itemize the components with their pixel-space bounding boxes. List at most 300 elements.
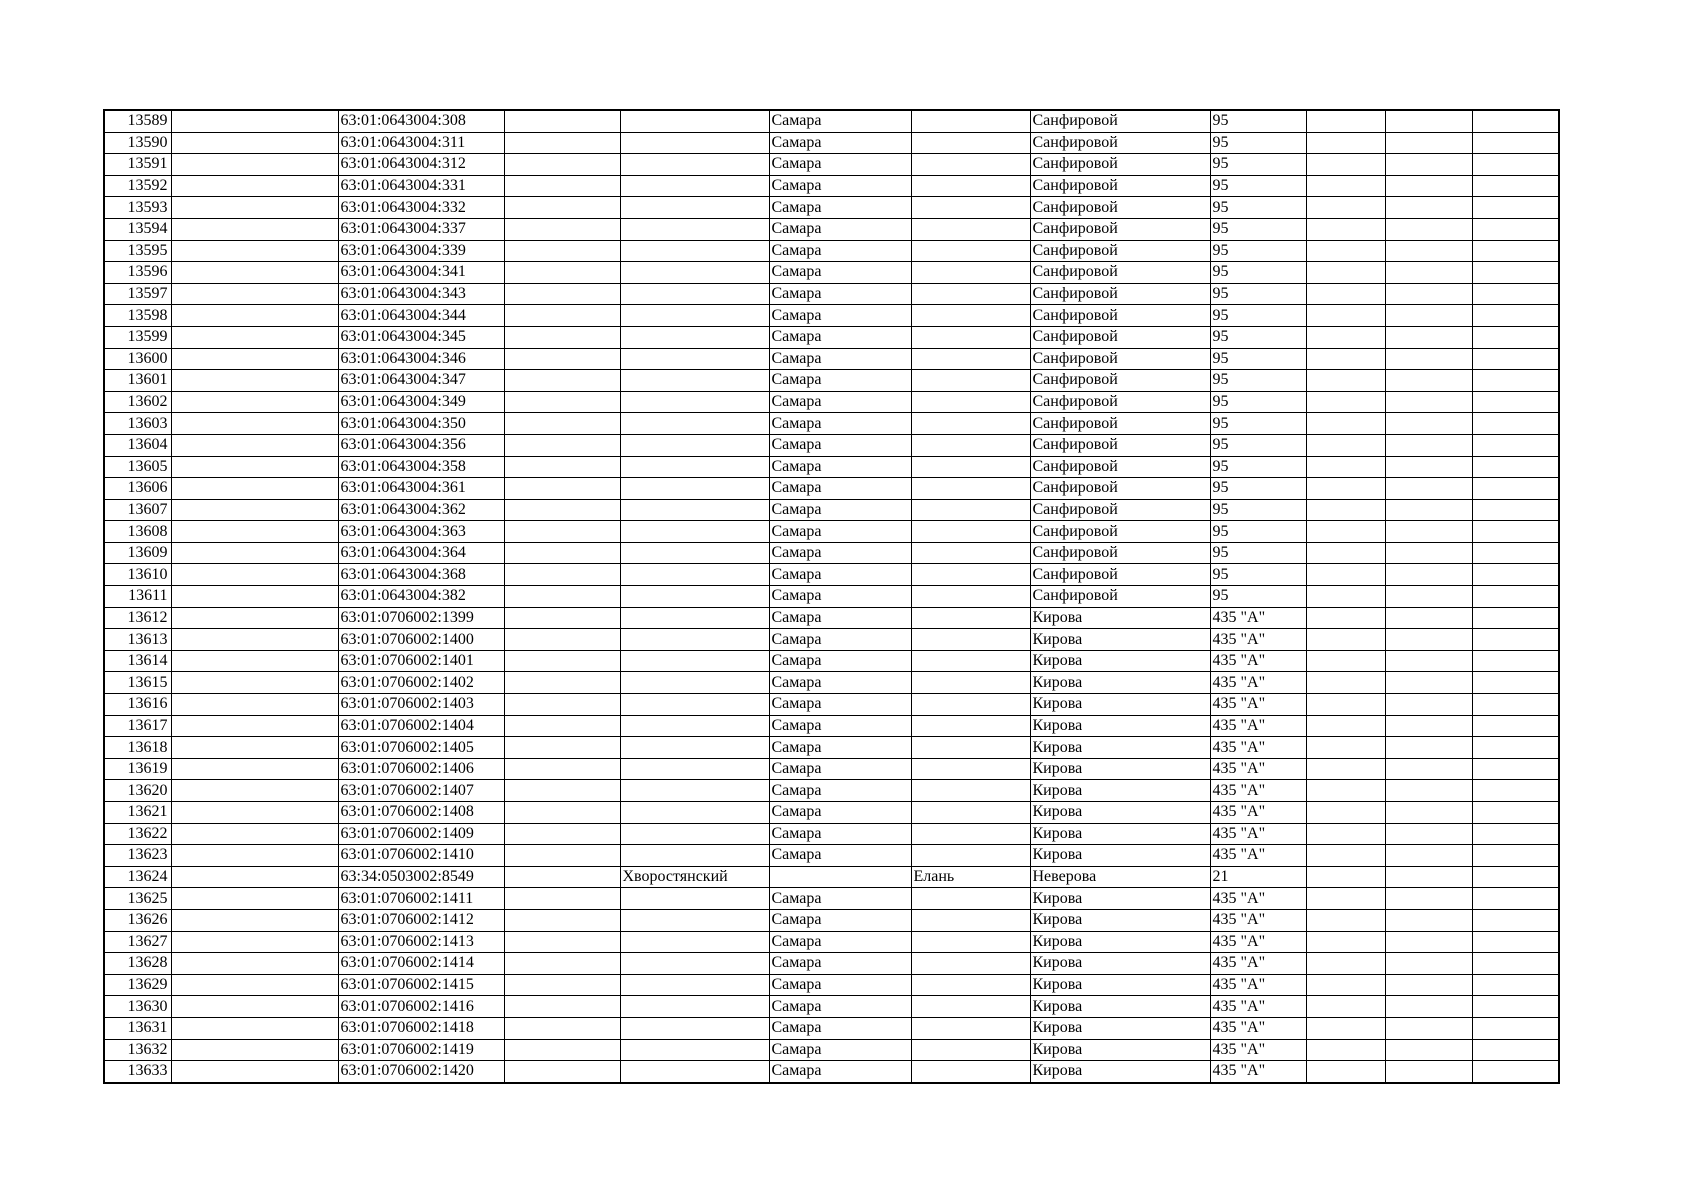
table-row — [104, 974, 1559, 996]
city-cell: Самара — [769, 1061, 911, 1083]
district-cell — [620, 326, 769, 348]
empty-cell — [171, 521, 338, 543]
house-number-cell: 435 "А" — [1210, 650, 1306, 672]
house-number-cell: 95 — [1210, 542, 1306, 564]
house-number-cell: 95 — [1210, 348, 1306, 370]
district-cell — [620, 586, 769, 608]
empty-cell — [504, 672, 620, 694]
district-cell — [620, 650, 769, 672]
empty-cell — [1472, 521, 1559, 543]
district-cell — [620, 132, 769, 154]
district-cell — [620, 240, 769, 262]
house-number-cell: 95 — [1210, 370, 1306, 392]
district-cell — [620, 672, 769, 694]
locality-cell — [911, 154, 1030, 176]
street-cell: Санфировой — [1030, 434, 1210, 456]
empty-cell — [1385, 348, 1472, 370]
city-cell: Самара — [769, 996, 911, 1018]
table-row — [104, 758, 1559, 780]
empty-cell — [1306, 456, 1385, 478]
table-row — [104, 305, 1559, 327]
row-number-cell: 13632 — [104, 1039, 171, 1061]
district-cell — [620, 629, 769, 651]
cadastral-number-cell: 63:01:0706002:1405 — [338, 737, 504, 759]
district-cell — [620, 737, 769, 759]
empty-cell — [1472, 694, 1559, 716]
table-row — [104, 629, 1559, 651]
empty-cell — [1385, 974, 1472, 996]
empty-cell — [1306, 370, 1385, 392]
empty-cell — [1306, 110, 1385, 132]
locality-cell — [911, 650, 1030, 672]
empty-cell — [504, 154, 620, 176]
district-cell — [620, 283, 769, 305]
empty-cell — [504, 650, 620, 672]
empty-cell — [1472, 607, 1559, 629]
table-row — [104, 845, 1559, 867]
empty-cell — [171, 348, 338, 370]
city-cell: Самара — [769, 909, 911, 931]
cadastral-number-cell: 63:01:0643004:356 — [338, 434, 504, 456]
empty-cell — [171, 564, 338, 586]
empty-cell — [171, 909, 338, 931]
city-cell: Самара — [769, 413, 911, 435]
empty-cell — [1385, 672, 1472, 694]
city-cell: Самара — [769, 110, 911, 132]
cadastral-number-cell: 63:01:0643004:347 — [338, 370, 504, 392]
cadastral-number-cell: 63:01:0706002:1407 — [338, 780, 504, 802]
district-cell — [620, 1017, 769, 1039]
empty-cell — [1472, 974, 1559, 996]
row-number-cell: 13628 — [104, 953, 171, 975]
empty-cell — [504, 715, 620, 737]
table-row — [104, 521, 1559, 543]
house-number-cell: 435 "А" — [1210, 823, 1306, 845]
empty-cell — [1472, 845, 1559, 867]
empty-cell — [1472, 499, 1559, 521]
table-row — [104, 802, 1559, 824]
empty-cell — [1472, 564, 1559, 586]
empty-cell — [1472, 434, 1559, 456]
street-cell: Кирова — [1030, 888, 1210, 910]
district-cell — [620, 564, 769, 586]
empty-cell — [504, 629, 620, 651]
empty-cell — [504, 953, 620, 975]
district-cell — [620, 542, 769, 564]
street-cell: Кирова — [1030, 780, 1210, 802]
city-cell: Самара — [769, 521, 911, 543]
street-cell: Санфировой — [1030, 542, 1210, 564]
empty-cell — [504, 283, 620, 305]
empty-cell — [504, 586, 620, 608]
row-number-cell: 13609 — [104, 542, 171, 564]
locality-cell — [911, 370, 1030, 392]
district-cell — [620, 305, 769, 327]
empty-cell — [1385, 326, 1472, 348]
empty-cell — [171, 672, 338, 694]
row-number-cell: 13626 — [104, 909, 171, 931]
house-number-cell: 435 "А" — [1210, 737, 1306, 759]
empty-cell — [1472, 218, 1559, 240]
empty-cell — [171, 413, 338, 435]
street-cell: Санфировой — [1030, 413, 1210, 435]
city-cell: Самара — [769, 737, 911, 759]
city-cell: Самара — [769, 391, 911, 413]
city-cell: Самара — [769, 1017, 911, 1039]
house-number-cell: 435 "А" — [1210, 694, 1306, 716]
empty-cell — [1385, 521, 1472, 543]
cadastral-number-cell: 63:01:0643004:337 — [338, 218, 504, 240]
locality-cell — [911, 909, 1030, 931]
row-number-cell: 13620 — [104, 780, 171, 802]
table-row — [104, 1061, 1559, 1083]
table-row — [104, 478, 1559, 500]
empty-cell — [171, 694, 338, 716]
street-cell: Кирова — [1030, 672, 1210, 694]
locality-cell — [911, 499, 1030, 521]
table-row — [104, 931, 1559, 953]
house-number-cell: 435 "А" — [1210, 1039, 1306, 1061]
cadastral-number-cell: 63:01:0706002:1404 — [338, 715, 504, 737]
empty-cell — [1472, 758, 1559, 780]
district-cell — [620, 802, 769, 824]
row-number-cell: 13612 — [104, 607, 171, 629]
row-number-cell: 13604 — [104, 434, 171, 456]
district-cell — [620, 499, 769, 521]
city-cell: Самара — [769, 434, 911, 456]
table-row — [104, 391, 1559, 413]
empty-cell — [1306, 823, 1385, 845]
empty-cell — [1472, 262, 1559, 284]
empty-cell — [504, 1039, 620, 1061]
city-cell: Самара — [769, 305, 911, 327]
house-number-cell: 95 — [1210, 456, 1306, 478]
table-row — [104, 326, 1559, 348]
table-row — [104, 1039, 1559, 1061]
city-cell: Самара — [769, 240, 911, 262]
empty-cell — [1385, 240, 1472, 262]
locality-cell — [911, 607, 1030, 629]
empty-cell — [1472, 1017, 1559, 1039]
street-cell: Санфировой — [1030, 370, 1210, 392]
empty-cell — [1385, 953, 1472, 975]
row-number-cell: 13619 — [104, 758, 171, 780]
empty-cell — [1306, 326, 1385, 348]
empty-cell — [1472, 478, 1559, 500]
cadastral-number-cell: 63:01:0643004:362 — [338, 499, 504, 521]
empty-cell — [1385, 456, 1472, 478]
empty-cell — [1306, 132, 1385, 154]
locality-cell — [911, 888, 1030, 910]
empty-cell — [1306, 413, 1385, 435]
table-row — [104, 542, 1559, 564]
table-row — [104, 132, 1559, 154]
empty-cell — [171, 542, 338, 564]
empty-cell — [1385, 802, 1472, 824]
empty-cell — [504, 758, 620, 780]
street-cell: Кирова — [1030, 607, 1210, 629]
empty-cell — [1306, 737, 1385, 759]
street-cell: Санфировой — [1030, 521, 1210, 543]
row-number-cell: 13622 — [104, 823, 171, 845]
empty-cell — [504, 197, 620, 219]
empty-cell — [1385, 262, 1472, 284]
street-cell: Кирова — [1030, 694, 1210, 716]
empty-cell — [1385, 434, 1472, 456]
locality-cell — [911, 845, 1030, 867]
empty-cell — [171, 499, 338, 521]
empty-cell — [171, 974, 338, 996]
street-cell: Кирова — [1030, 974, 1210, 996]
cadastral-number-cell: 63:01:0643004:312 — [338, 154, 504, 176]
empty-cell — [1306, 218, 1385, 240]
street-cell: Кирова — [1030, 737, 1210, 759]
empty-cell — [1385, 650, 1472, 672]
empty-cell — [1306, 1061, 1385, 1083]
empty-cell — [171, 326, 338, 348]
cadastral-number-cell: 63:01:0643004:363 — [338, 521, 504, 543]
locality-cell — [911, 197, 1030, 219]
table-row — [104, 348, 1559, 370]
empty-cell — [1306, 953, 1385, 975]
city-cell: Самара — [769, 953, 911, 975]
empty-cell — [1385, 629, 1472, 651]
empty-cell — [1385, 413, 1472, 435]
empty-cell — [504, 175, 620, 197]
house-number-cell: 95 — [1210, 391, 1306, 413]
empty-cell — [1385, 737, 1472, 759]
city-cell: Самара — [769, 715, 911, 737]
empty-cell — [171, 866, 338, 888]
empty-cell — [1472, 326, 1559, 348]
city-cell: Самара — [769, 132, 911, 154]
empty-cell — [1472, 110, 1559, 132]
city-cell: Самара — [769, 197, 911, 219]
empty-cell — [1472, 370, 1559, 392]
empty-cell — [1472, 802, 1559, 824]
house-number-cell: 95 — [1210, 521, 1306, 543]
empty-cell — [1385, 218, 1472, 240]
house-number-cell: 95 — [1210, 110, 1306, 132]
empty-cell — [171, 780, 338, 802]
empty-cell — [504, 218, 620, 240]
locality-cell — [911, 456, 1030, 478]
district-cell — [620, 154, 769, 176]
table-body — [104, 110, 1559, 1083]
district-cell — [620, 110, 769, 132]
house-number-cell: 95 — [1210, 218, 1306, 240]
house-number-cell: 435 "А" — [1210, 758, 1306, 780]
city-cell: Самара — [769, 154, 911, 176]
empty-cell — [171, 175, 338, 197]
street-cell: Кирова — [1030, 845, 1210, 867]
cadastral-number-cell: 63:01:0706002:1409 — [338, 823, 504, 845]
city-cell: Самара — [769, 262, 911, 284]
row-number-cell: 13593 — [104, 197, 171, 219]
empty-cell — [171, 132, 338, 154]
empty-cell — [504, 607, 620, 629]
empty-cell — [1472, 154, 1559, 176]
empty-cell — [504, 888, 620, 910]
row-number-cell: 13633 — [104, 1061, 171, 1083]
empty-cell — [171, 240, 338, 262]
empty-cell — [1472, 672, 1559, 694]
street-cell: Кирова — [1030, 629, 1210, 651]
row-number-cell: 13594 — [104, 218, 171, 240]
cadastral-number-cell: 63:01:0706002:1408 — [338, 802, 504, 824]
house-number-cell: 95 — [1210, 499, 1306, 521]
city-cell: Самара — [769, 888, 911, 910]
empty-cell — [1472, 586, 1559, 608]
cadastral-number-cell: 63:01:0706002:1406 — [338, 758, 504, 780]
district-cell — [620, 370, 769, 392]
empty-cell — [1306, 542, 1385, 564]
city-cell: Самара — [769, 326, 911, 348]
house-number-cell: 435 "А" — [1210, 1017, 1306, 1039]
empty-cell — [504, 780, 620, 802]
locality-cell — [911, 823, 1030, 845]
locality-cell — [911, 737, 1030, 759]
table-row — [104, 607, 1559, 629]
empty-cell — [1472, 240, 1559, 262]
table-row — [104, 197, 1559, 219]
empty-cell — [504, 499, 620, 521]
locality-cell — [911, 240, 1030, 262]
city-cell: Самара — [769, 456, 911, 478]
district-cell — [620, 823, 769, 845]
table-row — [104, 564, 1559, 586]
house-number-cell: 95 — [1210, 434, 1306, 456]
table-row — [104, 715, 1559, 737]
empty-cell — [504, 996, 620, 1018]
empty-cell — [504, 348, 620, 370]
house-number-cell: 95 — [1210, 175, 1306, 197]
house-number-cell: 95 — [1210, 154, 1306, 176]
locality-cell — [911, 521, 1030, 543]
empty-cell — [1306, 262, 1385, 284]
row-number-cell: 13598 — [104, 305, 171, 327]
locality-cell — [911, 218, 1030, 240]
house-number-cell: 95 — [1210, 132, 1306, 154]
empty-cell — [171, 456, 338, 478]
cadastral-number-cell: 63:01:0706002:1414 — [338, 953, 504, 975]
district-cell — [620, 996, 769, 1018]
city-cell: Самара — [769, 974, 911, 996]
house-number-cell: 435 "А" — [1210, 1061, 1306, 1083]
empty-cell — [1472, 1061, 1559, 1083]
empty-cell — [504, 866, 620, 888]
row-number-cell: 13613 — [104, 629, 171, 651]
cadastral-number-cell: 63:01:0643004:364 — [338, 542, 504, 564]
empty-cell — [1385, 607, 1472, 629]
empty-cell — [1472, 305, 1559, 327]
row-number-cell: 13630 — [104, 996, 171, 1018]
empty-cell — [504, 1061, 620, 1083]
empty-cell — [171, 650, 338, 672]
city-cell: Самара — [769, 629, 911, 651]
empty-cell — [504, 132, 620, 154]
district-cell — [620, 348, 769, 370]
empty-cell — [504, 823, 620, 845]
empty-cell — [1472, 909, 1559, 931]
cadastral-number-cell: 63:01:0706002:1401 — [338, 650, 504, 672]
locality-cell — [911, 802, 1030, 824]
street-cell: Санфировой — [1030, 240, 1210, 262]
row-number-cell: 13596 — [104, 262, 171, 284]
street-cell: Санфировой — [1030, 175, 1210, 197]
street-cell: Санфировой — [1030, 197, 1210, 219]
row-number-cell: 13610 — [104, 564, 171, 586]
empty-cell — [504, 413, 620, 435]
empty-cell — [1385, 499, 1472, 521]
house-number-cell: 95 — [1210, 326, 1306, 348]
house-number-cell: 435 "А" — [1210, 845, 1306, 867]
empty-cell — [1472, 456, 1559, 478]
house-number-cell: 435 "А" — [1210, 888, 1306, 910]
empty-cell — [504, 370, 620, 392]
city-cell: Самара — [769, 564, 911, 586]
empty-cell — [171, 823, 338, 845]
row-number-cell: 13600 — [104, 348, 171, 370]
district-cell — [620, 197, 769, 219]
empty-cell — [1306, 564, 1385, 586]
empty-cell — [1385, 175, 1472, 197]
row-number-cell: 13625 — [104, 888, 171, 910]
cadastral-number-cell: 63:01:0643004:343 — [338, 283, 504, 305]
empty-cell — [1385, 909, 1472, 931]
district-cell — [620, 175, 769, 197]
empty-cell — [1472, 996, 1559, 1018]
district-cell — [620, 953, 769, 975]
table-row — [104, 672, 1559, 694]
table-row — [104, 499, 1559, 521]
locality-cell — [911, 1061, 1030, 1083]
district-cell — [620, 931, 769, 953]
house-number-cell: 95 — [1210, 305, 1306, 327]
locality-cell — [911, 629, 1030, 651]
table-row — [104, 866, 1559, 888]
empty-cell — [1306, 758, 1385, 780]
street-cell: Кирова — [1030, 1039, 1210, 1061]
empty-cell — [1306, 715, 1385, 737]
empty-cell — [1385, 564, 1472, 586]
district-cell — [620, 218, 769, 240]
cadastral-number-cell: 63:01:0643004:332 — [338, 197, 504, 219]
empty-cell — [504, 521, 620, 543]
empty-cell — [1472, 348, 1559, 370]
city-cell: Самара — [769, 650, 911, 672]
empty-cell — [1306, 694, 1385, 716]
empty-cell — [171, 845, 338, 867]
house-number-cell: 21 — [1210, 866, 1306, 888]
empty-cell — [1472, 888, 1559, 910]
row-number-cell: 13608 — [104, 521, 171, 543]
empty-cell — [1306, 1017, 1385, 1039]
empty-cell — [504, 305, 620, 327]
street-cell: Кирова — [1030, 823, 1210, 845]
table-row — [104, 780, 1559, 802]
street-cell: Санфировой — [1030, 456, 1210, 478]
empty-cell — [1306, 888, 1385, 910]
row-number-cell: 13615 — [104, 672, 171, 694]
empty-cell — [1306, 434, 1385, 456]
street-cell: Кирова — [1030, 1017, 1210, 1039]
empty-cell — [1385, 132, 1472, 154]
row-number-cell: 13616 — [104, 694, 171, 716]
empty-cell — [1472, 283, 1559, 305]
locality-cell — [911, 715, 1030, 737]
row-number-cell: 13611 — [104, 586, 171, 608]
